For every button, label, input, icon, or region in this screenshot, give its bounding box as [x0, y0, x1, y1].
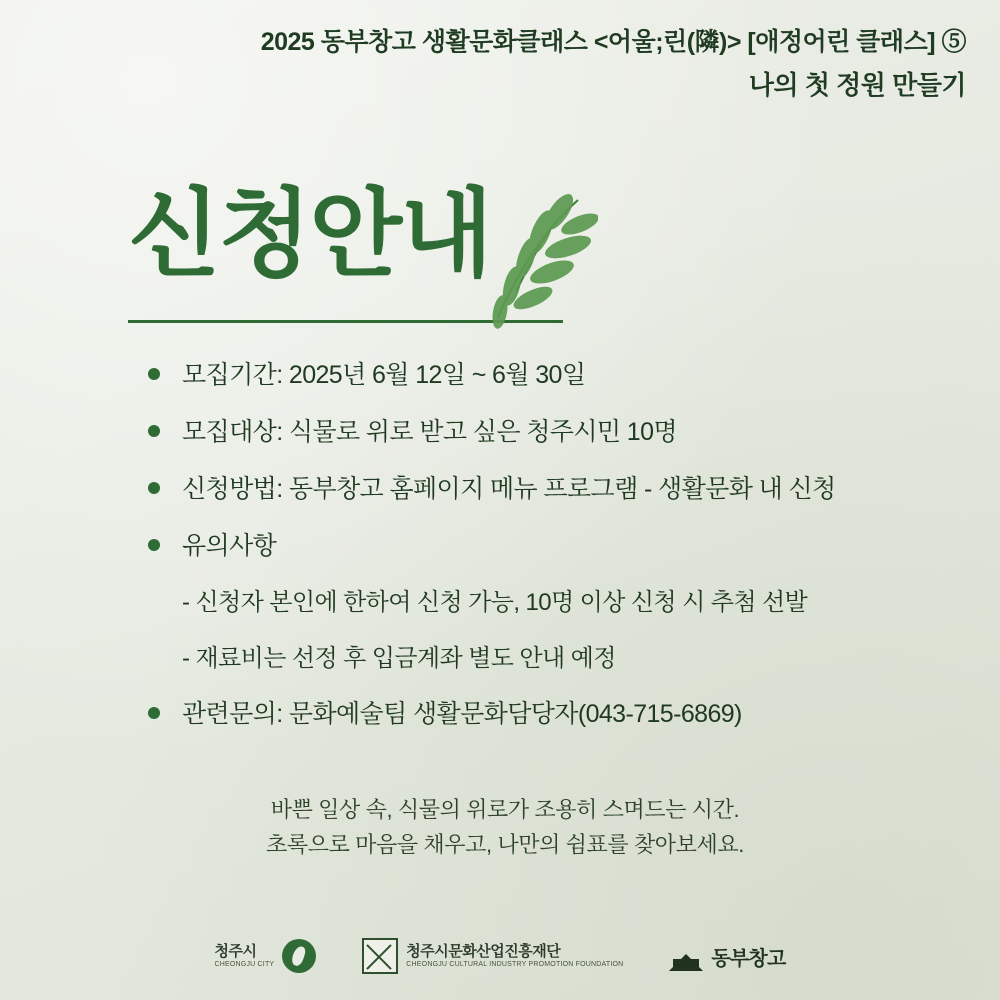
- list-sub-item: [182, 642, 960, 676]
- bullet-icon: [148, 368, 160, 380]
- list-sub-item-label: - 재료비는 선정 후 입금계좌 별도 안내 예정: [182, 644, 616, 672]
- list-item-label: 유의사항: [182, 532, 277, 560]
- logo-dongbu-warehouse: [669, 941, 785, 971]
- title-block: [128, 182, 568, 288]
- logo-dongbu-label: 동부창고: [711, 947, 786, 970]
- bullet-icon: [148, 425, 160, 437]
- diamond-square-icon: [362, 938, 398, 974]
- list-sub-item: [182, 586, 960, 620]
- logo-cheongju-city-en: CHEONGJU CITY: [214, 960, 275, 968]
- house-icon: [669, 941, 703, 971]
- list-item: [140, 697, 960, 732]
- poster-header: [261, 26, 966, 102]
- header-line-2: 나의 첫 정원 만들기: [748, 69, 966, 100]
- list-item: [140, 472, 960, 507]
- list-sub-item-label: - 신청자 본인에 한하여 신청 가능, 10명 이상 신청 시 추첨 선발: [182, 589, 808, 616]
- list-item-label: 모집대상: 식물로 위로 받고 싶은 청주시민 10명: [182, 418, 677, 446]
- closing-message-line-2: 초록으로 마음을 채우고, 나만의 쉼표를 찾아보세요.: [266, 832, 744, 858]
- bullet-icon: [148, 539, 160, 551]
- footer-logos: [0, 938, 1000, 974]
- info-list: [140, 358, 960, 754]
- closing-message-line-1: 바쁜 일상 속, 식물의 위로가 조용히 스며드는 시간.: [270, 797, 740, 822]
- list-item: [140, 529, 960, 564]
- list-item-label: 관련문의: 문화예술팀 생활문화담당자(043-715-6869): [182, 700, 742, 729]
- title-underline: [128, 320, 563, 323]
- list-item: [140, 358, 960, 393]
- bullet-icon: [148, 482, 160, 494]
- logo-cheongju-foundation: [362, 938, 623, 974]
- logo-foundation-kr: 청주시문화산업진흥재단: [406, 943, 561, 961]
- leaf-circle-icon: [282, 939, 316, 973]
- bullet-icon: [148, 707, 160, 719]
- list-item-label: 모집기간: 2025년 6월 12일 ~ 6월 30일: [182, 361, 586, 389]
- header-line-1: 2025 동부창고 생활문화클래스 <어울;린(隣)> [애정어린 클래스] ⑤: [260, 28, 966, 56]
- list-item: [140, 415, 960, 450]
- logo-cheongju-city-kr: 청주시: [214, 943, 257, 961]
- page-title: 신청안내: [128, 181, 491, 288]
- closing-message: [0, 792, 1000, 862]
- list-item-label: 신청방법: 동부창고 홈페이지 메뉴 프로그램 - 생활문화 내 신청: [182, 475, 836, 503]
- logo-cheongju-city: [215, 939, 317, 973]
- logo-foundation-en: CHEONGJU CULTURAL INDUSTRY PROMOTION FOUNDATION: [406, 960, 624, 968]
